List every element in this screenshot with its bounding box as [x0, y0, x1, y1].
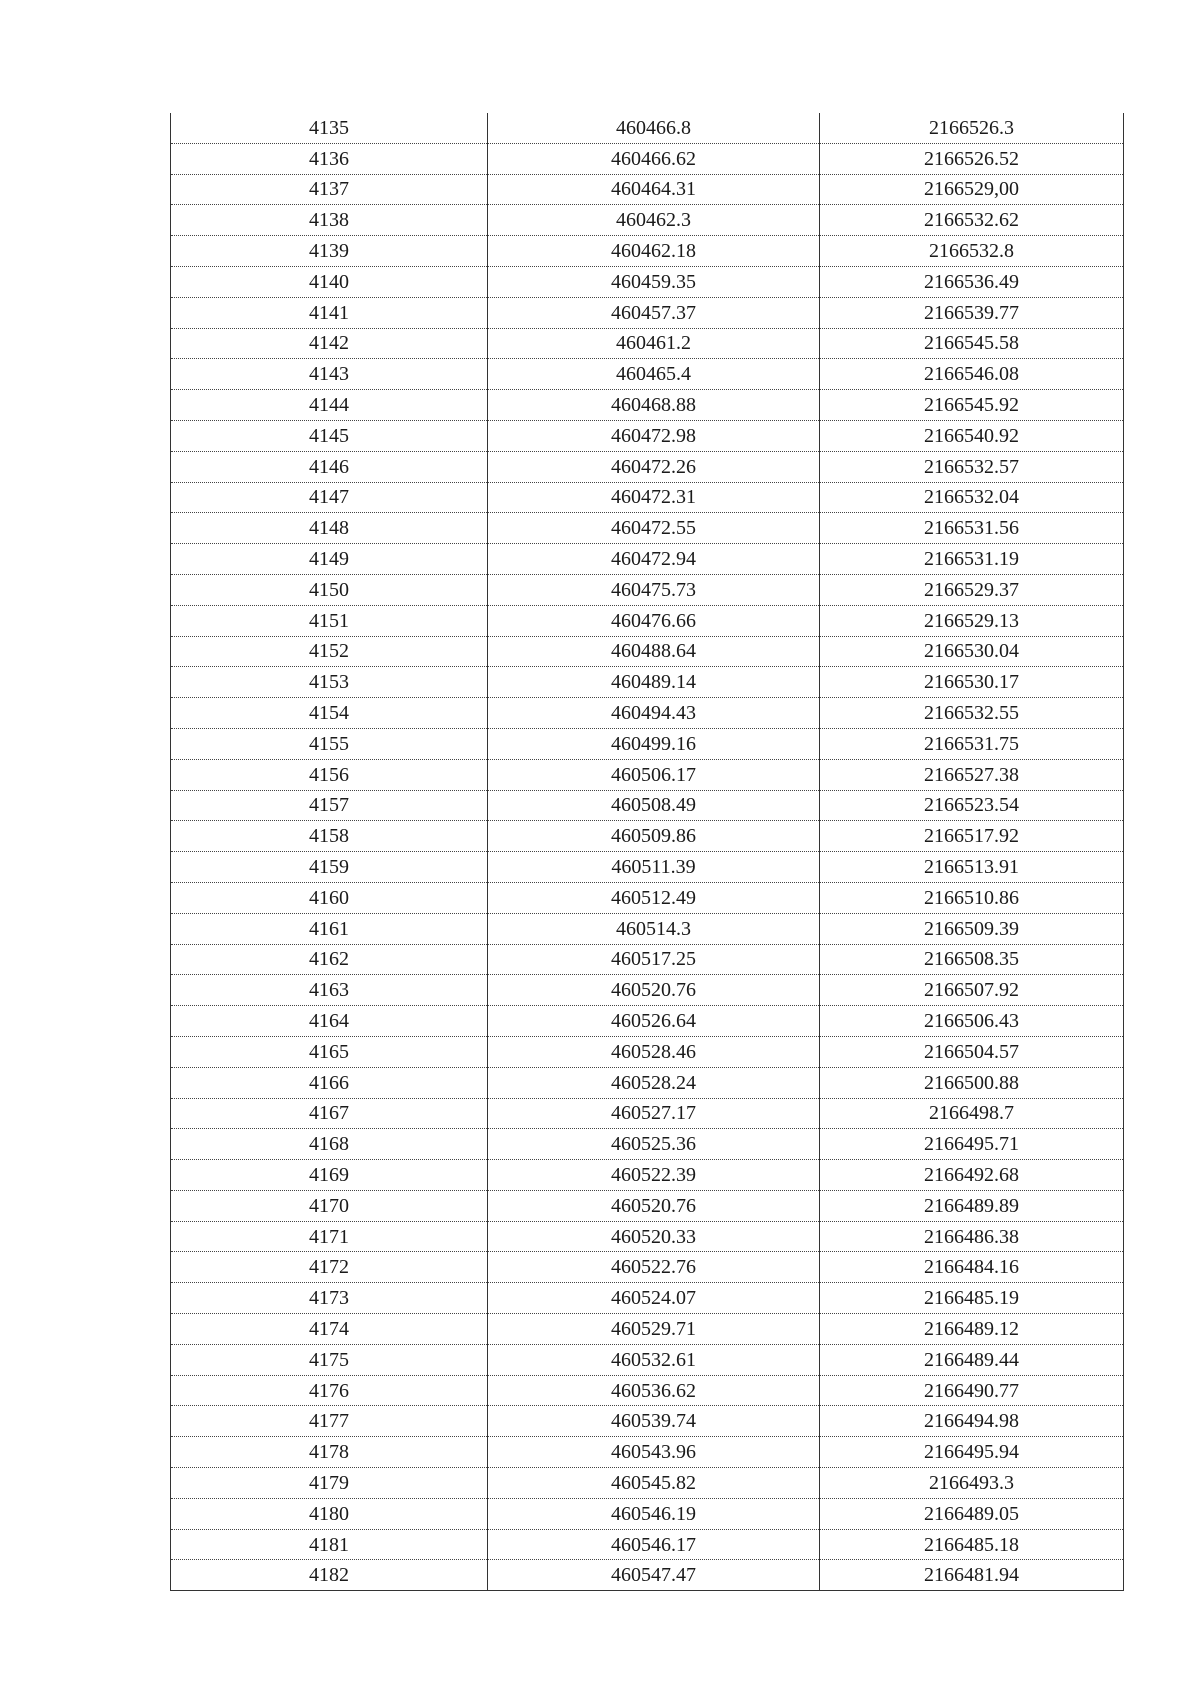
point-number-cell: 4152 [171, 636, 488, 667]
x-coordinate-cell: 460528.46 [488, 1036, 820, 1067]
table-row [171, 236, 1124, 267]
table-row [171, 1036, 1124, 1067]
x-coordinate-cell: 460517.25 [488, 944, 820, 975]
table-row [171, 1160, 1124, 1191]
point-number-cell: 4139 [171, 236, 488, 267]
x-coordinate-cell: 460527.17 [488, 1098, 820, 1129]
x-coordinate-cell: 460472.98 [488, 420, 820, 451]
y-coordinate-cell: 2166532.8 [820, 236, 1124, 267]
table-row [171, 1529, 1124, 1560]
x-coordinate-cell: 460528.24 [488, 1067, 820, 1098]
point-number-cell: 4155 [171, 728, 488, 759]
x-coordinate-cell: 460545.82 [488, 1468, 820, 1499]
y-coordinate-cell: 2166495.94 [820, 1437, 1124, 1468]
x-coordinate-cell: 460522.39 [488, 1160, 820, 1191]
point-number-cell: 4162 [171, 944, 488, 975]
y-coordinate-cell: 2166532.57 [820, 451, 1124, 482]
x-coordinate-cell: 460472.55 [488, 513, 820, 544]
table-row [171, 1468, 1124, 1499]
point-number-cell: 4154 [171, 698, 488, 729]
point-number-cell: 4141 [171, 297, 488, 328]
table-row [171, 174, 1124, 205]
y-coordinate-cell: 2166507.92 [820, 975, 1124, 1006]
x-coordinate-cell: 460522.76 [488, 1252, 820, 1283]
y-coordinate-cell: 2166531.19 [820, 544, 1124, 575]
table-row [171, 698, 1124, 729]
y-coordinate-cell: 2166509.39 [820, 913, 1124, 944]
x-coordinate-cell: 460546.17 [488, 1529, 820, 1560]
y-coordinate-cell: 2166526.3 [820, 113, 1124, 143]
table-row [171, 1283, 1124, 1314]
table-row [171, 420, 1124, 451]
x-coordinate-cell: 460475.73 [488, 574, 820, 605]
y-coordinate-cell: 2166540.92 [820, 420, 1124, 451]
x-coordinate-cell: 460472.26 [488, 451, 820, 482]
point-number-cell: 4157 [171, 790, 488, 821]
x-coordinate-cell: 460464.31 [488, 174, 820, 205]
x-coordinate-cell: 460520.33 [488, 1221, 820, 1252]
y-coordinate-cell: 2166526.52 [820, 143, 1124, 174]
point-number-cell: 4171 [171, 1221, 488, 1252]
table-row [171, 1067, 1124, 1098]
point-number-cell: 4148 [171, 513, 488, 544]
point-number-cell: 4156 [171, 759, 488, 790]
y-coordinate-cell: 2166486.38 [820, 1221, 1124, 1252]
table-row [171, 1129, 1124, 1160]
x-coordinate-cell: 460459.35 [488, 266, 820, 297]
y-coordinate-cell: 2166529.13 [820, 605, 1124, 636]
table-row [171, 667, 1124, 698]
x-coordinate-cell: 460466.8 [488, 113, 820, 143]
y-coordinate-cell: 2166498.7 [820, 1098, 1124, 1129]
table-row [171, 143, 1124, 174]
table-row [171, 1221, 1124, 1252]
table-row [171, 205, 1124, 236]
y-coordinate-cell: 2166489.89 [820, 1190, 1124, 1221]
table-row [171, 1344, 1124, 1375]
x-coordinate-cell: 460489.14 [488, 667, 820, 698]
point-number-cell: 4160 [171, 882, 488, 913]
x-coordinate-cell: 460457.37 [488, 297, 820, 328]
table-row [171, 882, 1124, 913]
point-number-cell: 4137 [171, 174, 488, 205]
point-number-cell: 4158 [171, 821, 488, 852]
table-row [171, 852, 1124, 883]
x-coordinate-cell: 460524.07 [488, 1283, 820, 1314]
point-number-cell: 4182 [171, 1560, 488, 1591]
x-coordinate-cell: 460466.62 [488, 143, 820, 174]
table-row [171, 1406, 1124, 1437]
point-number-cell: 4167 [171, 1098, 488, 1129]
table-row [171, 1437, 1124, 1468]
table-row [171, 544, 1124, 575]
y-coordinate-cell: 2166506.43 [820, 1006, 1124, 1037]
point-number-cell: 4143 [171, 359, 488, 390]
table-row [171, 944, 1124, 975]
y-coordinate-cell: 2166529,00 [820, 174, 1124, 205]
y-coordinate-cell: 2166536.49 [820, 266, 1124, 297]
y-coordinate-cell: 2166484.16 [820, 1252, 1124, 1283]
table-row [171, 1006, 1124, 1037]
x-coordinate-cell: 460520.76 [488, 1190, 820, 1221]
y-coordinate-cell: 2166529.37 [820, 574, 1124, 605]
table-row [171, 266, 1124, 297]
y-coordinate-cell: 2166546.08 [820, 359, 1124, 390]
x-coordinate-cell: 460532.61 [488, 1344, 820, 1375]
table-row [171, 605, 1124, 636]
point-number-cell: 4151 [171, 605, 488, 636]
point-number-cell: 4164 [171, 1006, 488, 1037]
table-row [171, 113, 1124, 143]
point-number-cell: 4166 [171, 1067, 488, 1098]
y-coordinate-cell: 2166531.56 [820, 513, 1124, 544]
x-coordinate-cell: 460465.4 [488, 359, 820, 390]
table-row [171, 328, 1124, 359]
x-coordinate-cell: 460462.3 [488, 205, 820, 236]
y-coordinate-cell: 2166523.54 [820, 790, 1124, 821]
x-coordinate-cell: 460529.71 [488, 1314, 820, 1345]
x-coordinate-cell: 460525.36 [488, 1129, 820, 1160]
point-number-cell: 4163 [171, 975, 488, 1006]
table-row [171, 359, 1124, 390]
table-row [171, 513, 1124, 544]
point-number-cell: 4178 [171, 1437, 488, 1468]
y-coordinate-cell: 2166500.88 [820, 1067, 1124, 1098]
y-coordinate-cell: 2166532.04 [820, 482, 1124, 513]
point-number-cell: 4174 [171, 1314, 488, 1345]
point-number-cell: 4135 [171, 113, 488, 143]
point-number-cell: 4173 [171, 1283, 488, 1314]
point-number-cell: 4161 [171, 913, 488, 944]
x-coordinate-cell: 460514.3 [488, 913, 820, 944]
x-coordinate-cell: 460546.19 [488, 1498, 820, 1529]
point-number-cell: 4147 [171, 482, 488, 513]
table-row [171, 1314, 1124, 1345]
point-number-cell: 4180 [171, 1498, 488, 1529]
table-row [171, 1375, 1124, 1406]
table-row [171, 913, 1124, 944]
y-coordinate-cell: 2166494.98 [820, 1406, 1124, 1437]
point-number-cell: 4145 [171, 420, 488, 451]
table-row [171, 1252, 1124, 1283]
x-coordinate-cell: 460543.96 [488, 1437, 820, 1468]
y-coordinate-cell: 2166489.44 [820, 1344, 1124, 1375]
y-coordinate-cell: 2166489.12 [820, 1314, 1124, 1345]
table-row [171, 1098, 1124, 1129]
x-coordinate-cell: 460462.18 [488, 236, 820, 267]
y-coordinate-cell: 2166490.77 [820, 1375, 1124, 1406]
point-number-cell: 4142 [171, 328, 488, 359]
x-coordinate-cell: 460472.94 [488, 544, 820, 575]
coordinates-table-body [171, 113, 1124, 1591]
x-coordinate-cell: 460461.2 [488, 328, 820, 359]
x-coordinate-cell: 460476.66 [488, 605, 820, 636]
table-row [171, 482, 1124, 513]
table-row [171, 574, 1124, 605]
table-row [171, 390, 1124, 421]
point-number-cell: 4144 [171, 390, 488, 421]
y-coordinate-cell: 2166495.71 [820, 1129, 1124, 1160]
x-coordinate-cell: 460536.62 [488, 1375, 820, 1406]
y-coordinate-cell: 2166517.92 [820, 821, 1124, 852]
x-coordinate-cell: 460488.64 [488, 636, 820, 667]
y-coordinate-cell: 2166530.17 [820, 667, 1124, 698]
x-coordinate-cell: 460512.49 [488, 882, 820, 913]
y-coordinate-cell: 2166493.3 [820, 1468, 1124, 1499]
x-coordinate-cell: 460494.43 [488, 698, 820, 729]
point-number-cell: 4140 [171, 266, 488, 297]
point-number-cell: 4165 [171, 1036, 488, 1067]
table-row [171, 297, 1124, 328]
y-coordinate-cell: 2166539.77 [820, 297, 1124, 328]
y-coordinate-cell: 2166530.04 [820, 636, 1124, 667]
x-coordinate-cell: 460547.47 [488, 1560, 820, 1591]
x-coordinate-cell: 460526.64 [488, 1006, 820, 1037]
y-coordinate-cell: 2166545.58 [820, 328, 1124, 359]
x-coordinate-cell: 460468.88 [488, 390, 820, 421]
table-row [171, 1190, 1124, 1221]
point-number-cell: 4170 [171, 1190, 488, 1221]
point-number-cell: 4146 [171, 451, 488, 482]
table-row [171, 728, 1124, 759]
table-row [171, 759, 1124, 790]
x-coordinate-cell: 460472.31 [488, 482, 820, 513]
y-coordinate-cell: 2166481.94 [820, 1560, 1124, 1591]
x-coordinate-cell: 460509.86 [488, 821, 820, 852]
y-coordinate-cell: 2166510.86 [820, 882, 1124, 913]
point-number-cell: 4177 [171, 1406, 488, 1437]
point-number-cell: 4136 [171, 143, 488, 174]
point-number-cell: 4149 [171, 544, 488, 575]
point-number-cell: 4168 [171, 1129, 488, 1160]
x-coordinate-cell: 460508.49 [488, 790, 820, 821]
x-coordinate-cell: 460539.74 [488, 1406, 820, 1437]
table-row [171, 821, 1124, 852]
coordinates-table [170, 113, 1124, 1591]
point-number-cell: 4175 [171, 1344, 488, 1375]
y-coordinate-cell: 2166485.18 [820, 1529, 1124, 1560]
y-coordinate-cell: 2166504.57 [820, 1036, 1124, 1067]
x-coordinate-cell: 460520.76 [488, 975, 820, 1006]
point-number-cell: 4176 [171, 1375, 488, 1406]
point-number-cell: 4159 [171, 852, 488, 883]
y-coordinate-cell: 2166527.38 [820, 759, 1124, 790]
table-row [171, 1560, 1124, 1591]
y-coordinate-cell: 2166531.75 [820, 728, 1124, 759]
y-coordinate-cell: 2166513.91 [820, 852, 1124, 883]
point-number-cell: 4150 [171, 574, 488, 605]
table-row [171, 451, 1124, 482]
x-coordinate-cell: 460499.16 [488, 728, 820, 759]
point-number-cell: 4181 [171, 1529, 488, 1560]
y-coordinate-cell: 2166545.92 [820, 390, 1124, 421]
table-row [171, 790, 1124, 821]
point-number-cell: 4172 [171, 1252, 488, 1283]
y-coordinate-cell: 2166532.62 [820, 205, 1124, 236]
point-number-cell: 4169 [171, 1160, 488, 1191]
x-coordinate-cell: 460511.39 [488, 852, 820, 883]
point-number-cell: 4153 [171, 667, 488, 698]
y-coordinate-cell: 2166508.35 [820, 944, 1124, 975]
y-coordinate-cell: 2166532.55 [820, 698, 1124, 729]
y-coordinate-cell: 2166485.19 [820, 1283, 1124, 1314]
y-coordinate-cell: 2166492.68 [820, 1160, 1124, 1191]
y-coordinate-cell: 2166489.05 [820, 1498, 1124, 1529]
point-number-cell: 4138 [171, 205, 488, 236]
table-row [171, 636, 1124, 667]
point-number-cell: 4179 [171, 1468, 488, 1499]
x-coordinate-cell: 460506.17 [488, 759, 820, 790]
table-row [171, 975, 1124, 1006]
table-row [171, 1498, 1124, 1529]
